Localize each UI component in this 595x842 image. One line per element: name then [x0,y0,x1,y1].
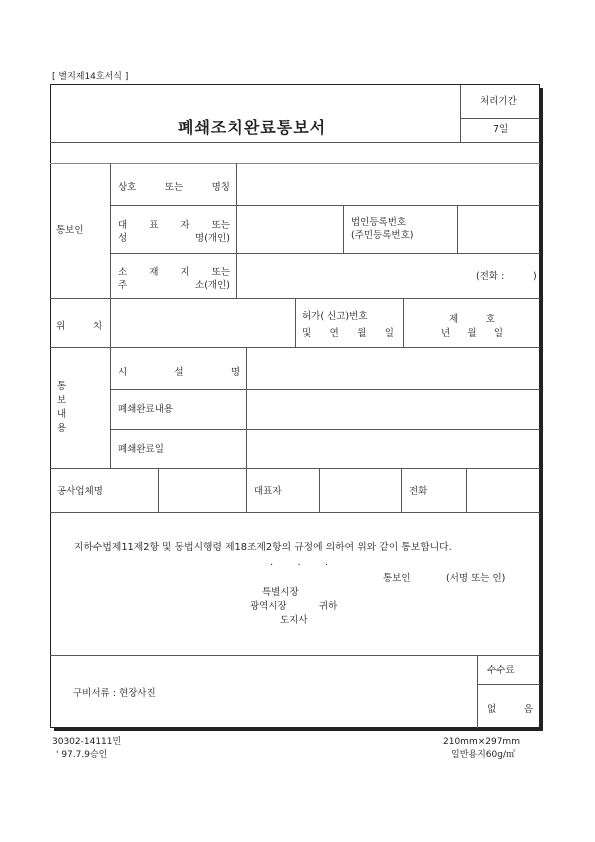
divider [50,512,540,513]
form-number: [ 별지제14호서식 ] [52,72,129,82]
divider [246,347,247,468]
date-dots: · · · [270,560,328,571]
divider [401,468,402,512]
approval-date: ' 97.7.9승인 [56,750,108,760]
divider [110,205,540,206]
divider [246,468,247,512]
divider [460,85,461,142]
divider [343,205,344,253]
corp-reg-label: 법인등록번호 [351,217,407,228]
sign-hint: (서명 또는 인) [446,573,506,584]
statement-body: 지하수법제11제2항 및 동법시행령 제18조제2항의 규정에 의하여 위와 같이 통보합니다. [74,542,452,553]
recipient-metro-mayor: 광역시장 [250,601,287,612]
divider [110,298,111,347]
closure-date-label: 폐쇄완료일 [118,444,164,455]
trade-name-label: 상호 또는 명칭 [118,182,230,193]
permit-date-format: 년 월 일 [441,328,503,339]
fee-label: 수수료 [487,665,515,676]
fee-value: 없 음 [487,704,533,715]
divider [110,253,540,254]
recipient-metro-city: 특별시장 [262,587,299,598]
representative-label: 대 표 자 또는 [118,220,230,231]
frame-shadow-bottom [54,728,543,731]
notifier-sign-label: 통보인 [383,573,411,584]
phone-close: ) [533,271,537,282]
company-name-label: 공사업체명 [57,486,103,497]
divider [110,163,111,298]
paper-type: 일반용지60g/㎡ [451,750,515,760]
content-section-label: 통 보 내 용 [57,381,67,434]
recipient-governor: 도지사 [280,615,308,626]
divider [477,684,540,685]
divider [319,468,320,512]
frame-shadow-right [540,88,543,731]
phone-label: (전화 : [476,271,505,282]
divider [460,118,540,119]
honorific: 귀하 [319,601,338,612]
contractor-rep-label: 대표자 [254,486,282,497]
processing-period-value: 7일 [493,124,509,135]
divider [477,655,478,728]
divider [158,468,159,512]
form-code: 30302-14111민 [52,737,122,747]
contractor-phone-label: 전화 [409,486,428,497]
divider [110,429,540,430]
divider [403,298,404,347]
permit-number-label: 허가( 신고)번호 [302,311,368,322]
required-documents: 구비서류 : 현장사진 [73,688,156,699]
permit-number-format: 제 호 [449,314,495,325]
divider [110,389,540,390]
representative-name-label: 성 명(개인) [118,233,230,244]
closure-content-label: 폐쇄완료내용 [118,404,174,415]
divider [295,298,296,347]
paper-size: 210mm×297mm [443,737,520,747]
page-title: 폐쇄조치완료통보서 [178,118,327,137]
divider [50,163,540,164]
processing-period-label: 처리기간 [480,96,517,107]
divider [110,347,111,468]
resident-reg-label: (주민등록번호) [351,230,414,241]
divider [236,163,237,298]
facility-name-label: 시 설 명 [118,367,240,378]
divider [50,142,540,143]
permit-date-label: 및 연 월 일 [302,328,394,339]
divider [50,655,540,656]
address-label: 소 재 지 또는 [118,267,230,278]
divider [50,347,540,348]
divider [466,468,467,512]
divider [457,205,458,253]
notifier-section-label: 통보인 [56,225,84,236]
location-label: 위 치 [56,321,102,332]
address-personal-label: 주 소(개인) [118,280,230,291]
